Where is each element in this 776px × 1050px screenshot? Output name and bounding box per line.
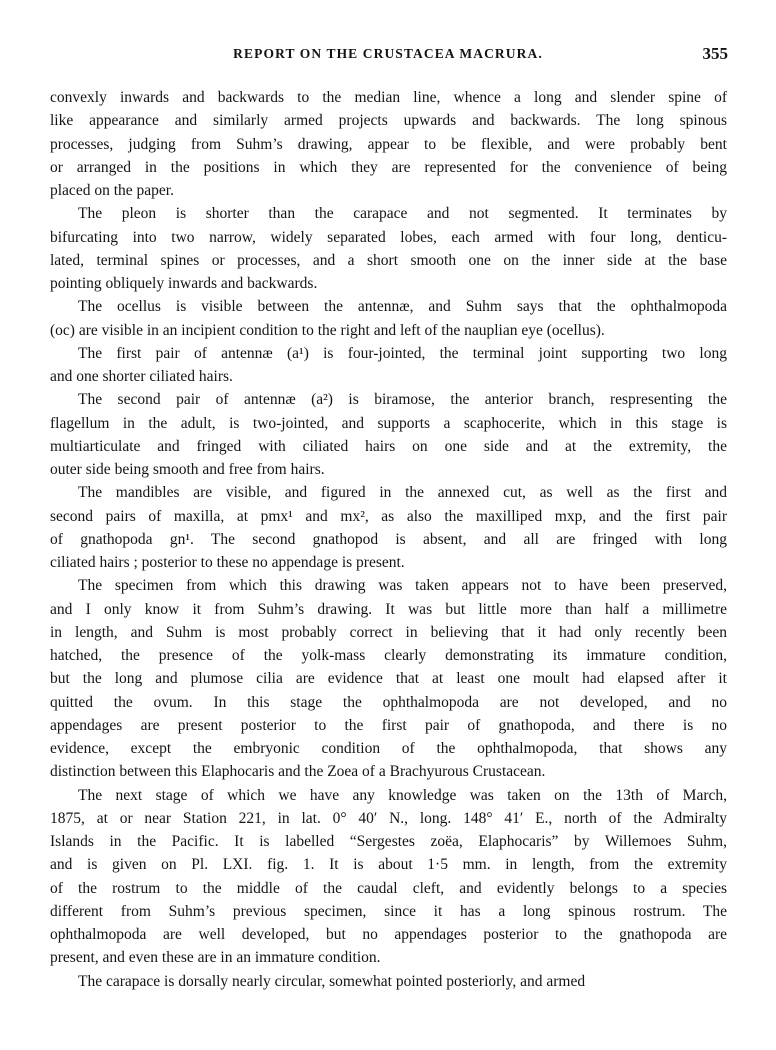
- paragraph: [50, 970, 727, 993]
- paragraph: [50, 481, 727, 574]
- body-text: [50, 86, 727, 993]
- page-number: 355: [702, 44, 728, 63]
- paragraph: [50, 342, 727, 389]
- text-line: and one shorter ciliated hairs.: [50, 368, 233, 385]
- text-line: ciliated hairs ; posterior to these no appendage is present.: [50, 554, 405, 571]
- text-line: of the rostrum to the middle of the caudal cleft, and evidently belongs to a species: [50, 879, 727, 897]
- text-line: The second pair of antennæ (a²) is biramose, the anterior branch, respresenting the: [78, 391, 727, 409]
- text-line: and is given on Pl. LXI. fig. 1. It is about 1·5 mm. in length, from the extremity: [50, 856, 727, 874]
- text-line: The mandibles are visible, and figured in the annexed cut, as well as the first and: [78, 484, 727, 502]
- text-line: processes, judging from Suhm’s drawing, appear to be flexible, and were probably bent: [50, 135, 727, 153]
- text-line: bifurcating into two narrow, widely separated lobes, each armed with four long, denticu-: [50, 228, 727, 246]
- text-line: placed on the paper.: [50, 182, 174, 199]
- text-line: The next stage of which we have any knowledge was taken on the 13th of March,: [78, 786, 727, 804]
- text-line: 1875, at or near Station 221, in lat. 0° 40′ N., long. 148° 41′ E., north of the Admiralty: [50, 809, 727, 827]
- text-line: multiarticulate and fringed with ciliated hairs on one side and at the extremity, the: [50, 437, 727, 455]
- paragraph: [50, 784, 727, 970]
- text-line: present, and even these are in an immature condition.: [50, 949, 381, 967]
- text-line: pointing obliquely inwards and backwards.: [50, 275, 318, 292]
- text-line: Islands in the Pacific. It is labelled “Sergestes zoëa, Elaphocaris” by Willemoes Suhm,: [50, 833, 727, 850]
- text-line: evidence, except the embryonic condition of the ophthalmopoda, that shows any: [50, 740, 727, 757]
- running-title: REPORT ON THE CRUSTACEA MACRURA.: [233, 46, 543, 61]
- text-line: lated, terminal spines or processes, and a short smooth one on the inner side at the base: [50, 251, 727, 269]
- text-line: ophthalmopoda are well developed, but no appendages posterior to the gnathopoda are: [50, 926, 727, 943]
- text-line: (oc) are visible in an incipient condition to the right and left of the nauplian eye (ocellus).: [50, 321, 605, 339]
- text-line: or arranged in the positions in which they are represented for the convenience of being: [50, 158, 727, 176]
- paragraph: [50, 202, 727, 295]
- text-line: The first pair of antennæ (a¹) is four-jointed, the terminal joint supporting two long: [78, 344, 727, 362]
- text-line: like appearance and similarly armed projects upwards and backwards. The long spinous: [50, 112, 727, 130]
- text-line: second pairs of maxilla, at pmx¹ and mx², as also the maxilliped mxp, and the first pair: [50, 507, 727, 525]
- text-line: The pleon is shorter than the carapace and not segmented. It terminates by: [78, 205, 727, 223]
- text-line: different from Suhm’s previous specimen, since it has a long spinous rostrum. The: [50, 902, 727, 920]
- paragraph: [50, 86, 727, 202]
- text-line: quitted the ovum. In this stage the ophthalmopoda are not developed, and no: [50, 693, 727, 711]
- text-line: hatched, the presence of the yolk-mass clearly demonstrating its immature condition,: [50, 647, 727, 664]
- text-line: of gnathopoda gn¹. The second gnathopod is absent, and all are fringed with long: [50, 530, 727, 548]
- text-line: The specimen from which this drawing was taken appears not to have been preserved,: [78, 577, 727, 595]
- text-line: flagellum in the adult, is two-jointed, and supports a scaphocerite, which in this stage is: [50, 414, 727, 432]
- text-line: in length, and Suhm is most probably correct in believing that it had only recently been: [50, 623, 727, 641]
- text-line: but the long and plumose cilia are evidence that at least one moult had elapsed after it: [50, 670, 727, 688]
- text-line: and I only know it from Suhm’s drawing. It was but little more than half a millimetre: [50, 600, 727, 618]
- paragraph: [50, 574, 727, 783]
- text-line: The carapace is dorsally nearly circular, somewhat pointed posteriorly, and armed: [78, 972, 586, 990]
- text-line: convexly inwards and backwards to the median line, whence a long and slender spine of: [50, 89, 727, 106]
- text-line: outer side being smooth and free from hairs.: [50, 461, 325, 478]
- text-line: The ocellus is visible between the antennæ, and Suhm says that the ophthalmopoda: [78, 298, 727, 316]
- paragraph: [50, 295, 727, 342]
- paragraph: [50, 388, 727, 481]
- text-line: distinction between this Elaphocaris and the Zoea of a Brachyurous Crustacean.: [50, 763, 546, 781]
- text-line: appendages are present posterior to the first pair of gnathopoda, and there is no: [50, 716, 727, 734]
